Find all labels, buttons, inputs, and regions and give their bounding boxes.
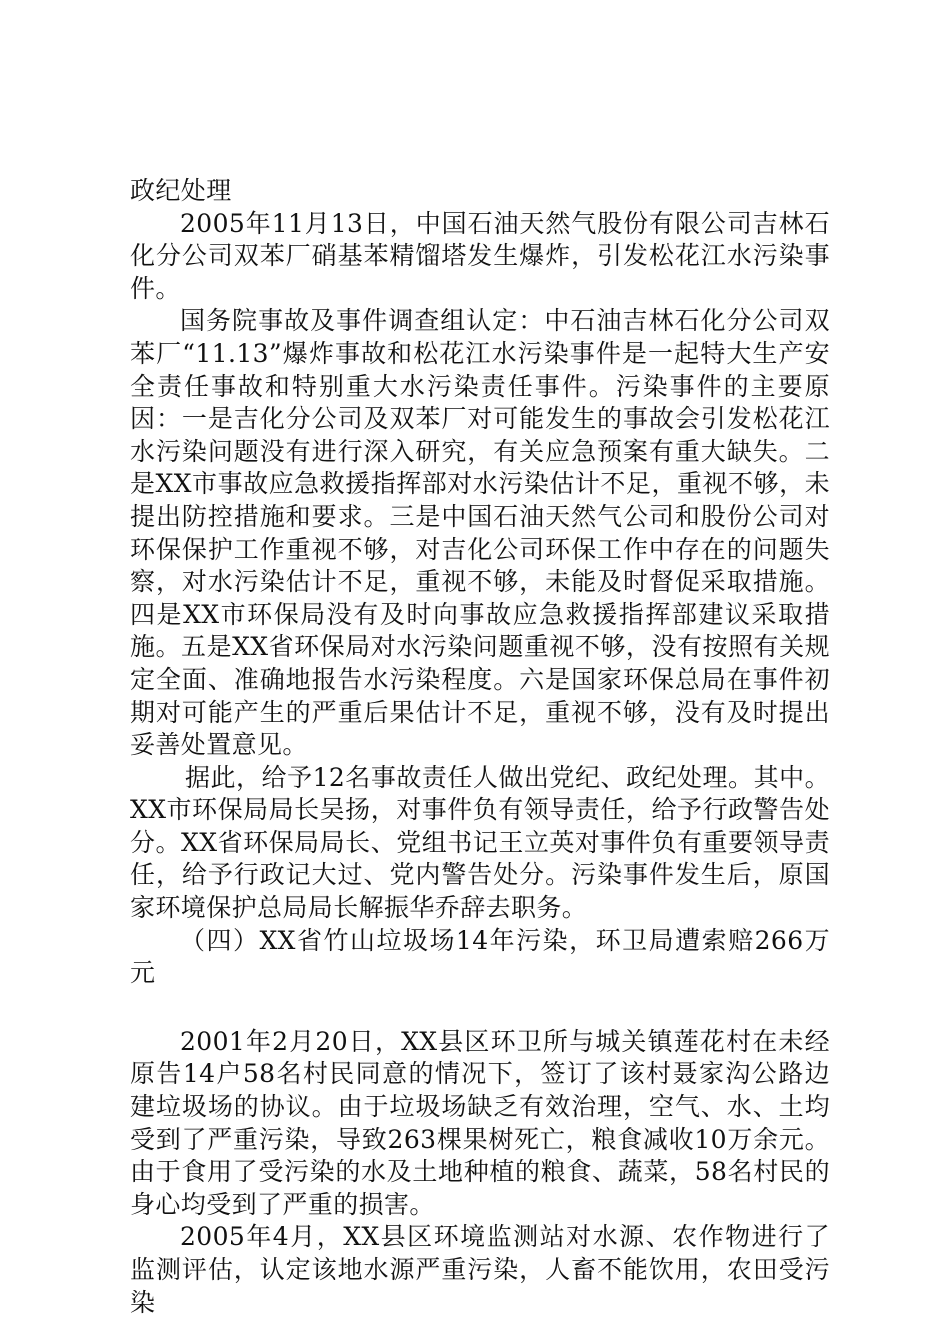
section-heading-zhushan: （四）XX省竹山垃圾场14年污染，环卫局遭索赔266万元 [130,925,830,988]
paragraph-punishment: 据此，给予12名事故责任人做出党纪、政纪处理。其中。XX市环保局局长吴扬，对事件负有领导责任，给予行政警告处分。XX省环保局局长、党组书记王立英对事件负有重要领导责任，给予行政记大过、党内警告处分。污染事件发生后，原国家环境保护总局局长解振华乔辞去职务。 [130,762,830,923]
document-body [130,175,830,1319]
paragraph-investigation: 国务院事故及事件调查组认定：中石油吉林石化分公司双苯厂“11.13”爆炸事故和松花江水污染事件是一起特大生产安全责任事故和特别重大水污染责任事件。污染事件的主要原因：一是吉化分公司及双苯厂对可能发生的事故会引发松花江水污染问题没有进行深入研究，有关应急预案有重大缺失。二是XX市事故应急救援指挥部对水污染估计不足，重视不够，未提出防控措施和要求。三是中国石油天然气公司和股份公司对环保保护工作重视不够，对吉化公司环保工作中存在的问题失察，对水污染估计不足，重视不够，未能及时督促采取措施。四是XX市环保局没有及时向事故应急救援指挥部建议采取措施。五是XX省环保局对水污染问题重视不够，没有按照有关规定全面、准确地报告水污染程度。六是国家环保总局在事件初期对可能产生的严重后果估计不足，重视不够，没有及时提出妥善处置意见。 [130,306,830,760]
paragraph-landfill: 2001年2月20日，XX县区环卫所与城关镇莲花村在未经原告14户58名村民同意的情况下，签订了该村聂家沟公路边建垃圾场的协议。由于垃圾场缺乏有效治理，空气、水、土均受到了严重污染，导致263棵果树死亡，粮食减收10万余元。由于食用了受污染的水及土地种植的粮食、蔬菜，58名村民的身心均受到了严重的损害。 [130,1026,830,1219]
paragraph-incident: 2005年11月13日，中国石油天然气股份有限公司吉林石化分公司双苯厂硝基苯精馏塔发生爆炸，引发松花江水污染事件。 [130,208,830,303]
blank-line [130,990,830,1026]
paragraph-heading-continuation: 政纪处理 [130,176,232,205]
paragraph-monitoring: 2005年4月，XX县区环境监测站对水源、农作物进行了监测评估，认定该地水源严重污染，人畜不能饮用，农田受污染 [130,1222,830,1317]
